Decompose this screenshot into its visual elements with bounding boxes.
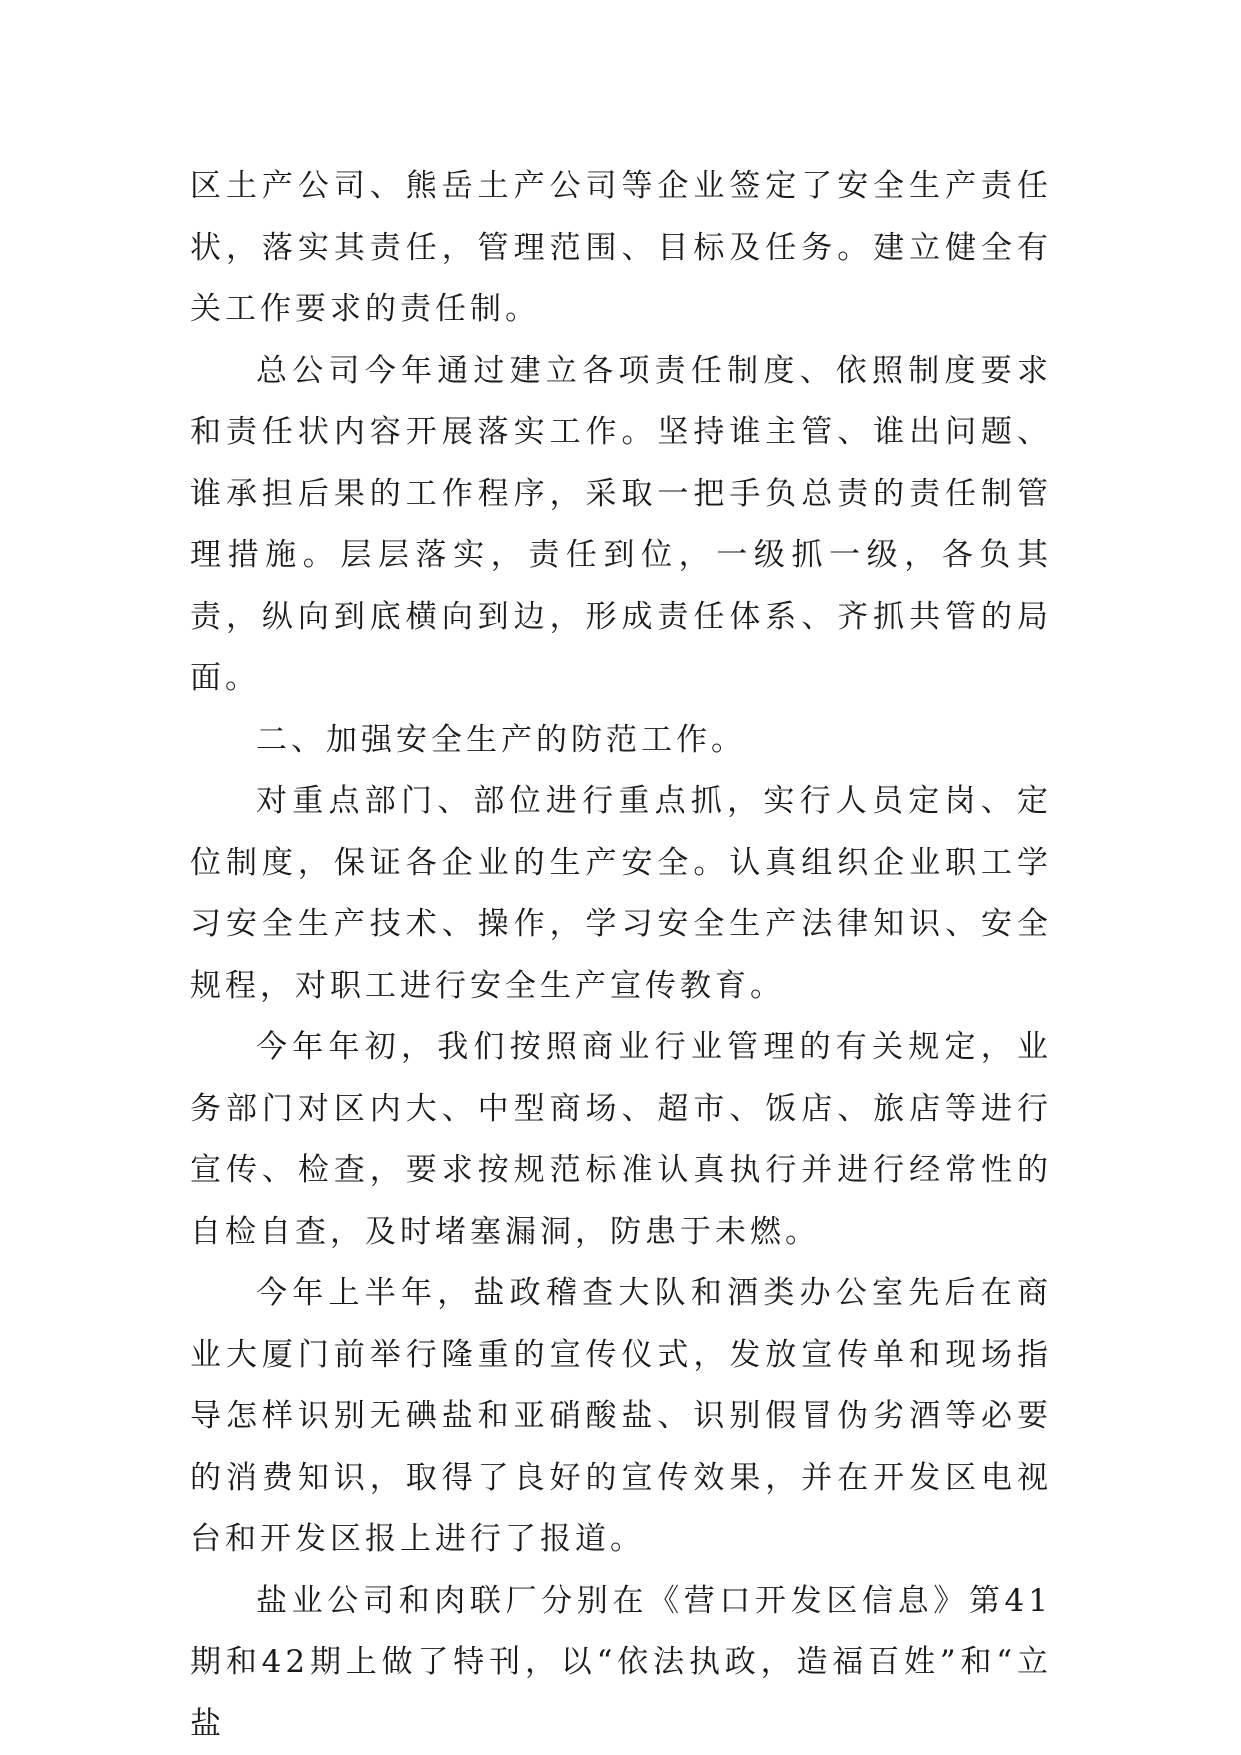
paragraph-responsibility-system: 总公司今年通过建立各项责任制度、依照制度要求和责任状内容开展落实工作。坚持谁主管、谁出问题、谁承担后果的工作程序，采取一把手负总责的责任制管理措施。层层落实，责任到位，一级抓一级，各负其责，纵向到底横向到边，形成责任体系、齐抓共管的局面。	[190, 341, 1052, 710]
paragraph-inspections: 今年年初，我们按照商业行业管理的有关规定，业务部门对区内大、中型商场、超市、饭店、旅店等进行宣传、检查，要求按规范标准认真执行并进行经常性的自检自查，及时堵塞漏洞，防患于未燃。	[190, 1017, 1052, 1263]
paragraph-special-issue: 盐业公司和肉联厂分别在《营口开发区信息》第41期和42期上做了特刊，以“依法执政，造福百姓”和“立盐	[190, 1571, 1052, 1755]
paragraph-publicity-event: 今年上半年，盐政稽查大队和酒类办公室先后在商业大厦门前举行隆重的宣传仪式，发放宣传单和现场指导怎样识别无碘盐和亚硝酸盐、识别假冒伪劣酒等必要的消费知识，取得了良好的宣传效果，并在开发区电视台和开发区报上进行了报道。	[190, 1263, 1052, 1571]
paragraph-key-departments: 对重点部门、部位进行重点抓，实行人员定岗、定位制度，保证各企业的生产安全。认真组织企业职工学习安全生产技术、操作，学习安全生产法律知识、安全规程，对职工进行安全生产宣传教育。	[190, 771, 1052, 1017]
section-heading-prevention: 二、加强安全生产的防范工作。	[190, 710, 1052, 772]
paragraph-responsibility-contracts: 区土产公司、熊岳土产公司等企业签定了安全生产责任状，落实其责任，管理范围、目标及任务。建立健全有关工作要求的责任制。	[190, 156, 1052, 341]
document-page	[190, 156, 1052, 1755]
